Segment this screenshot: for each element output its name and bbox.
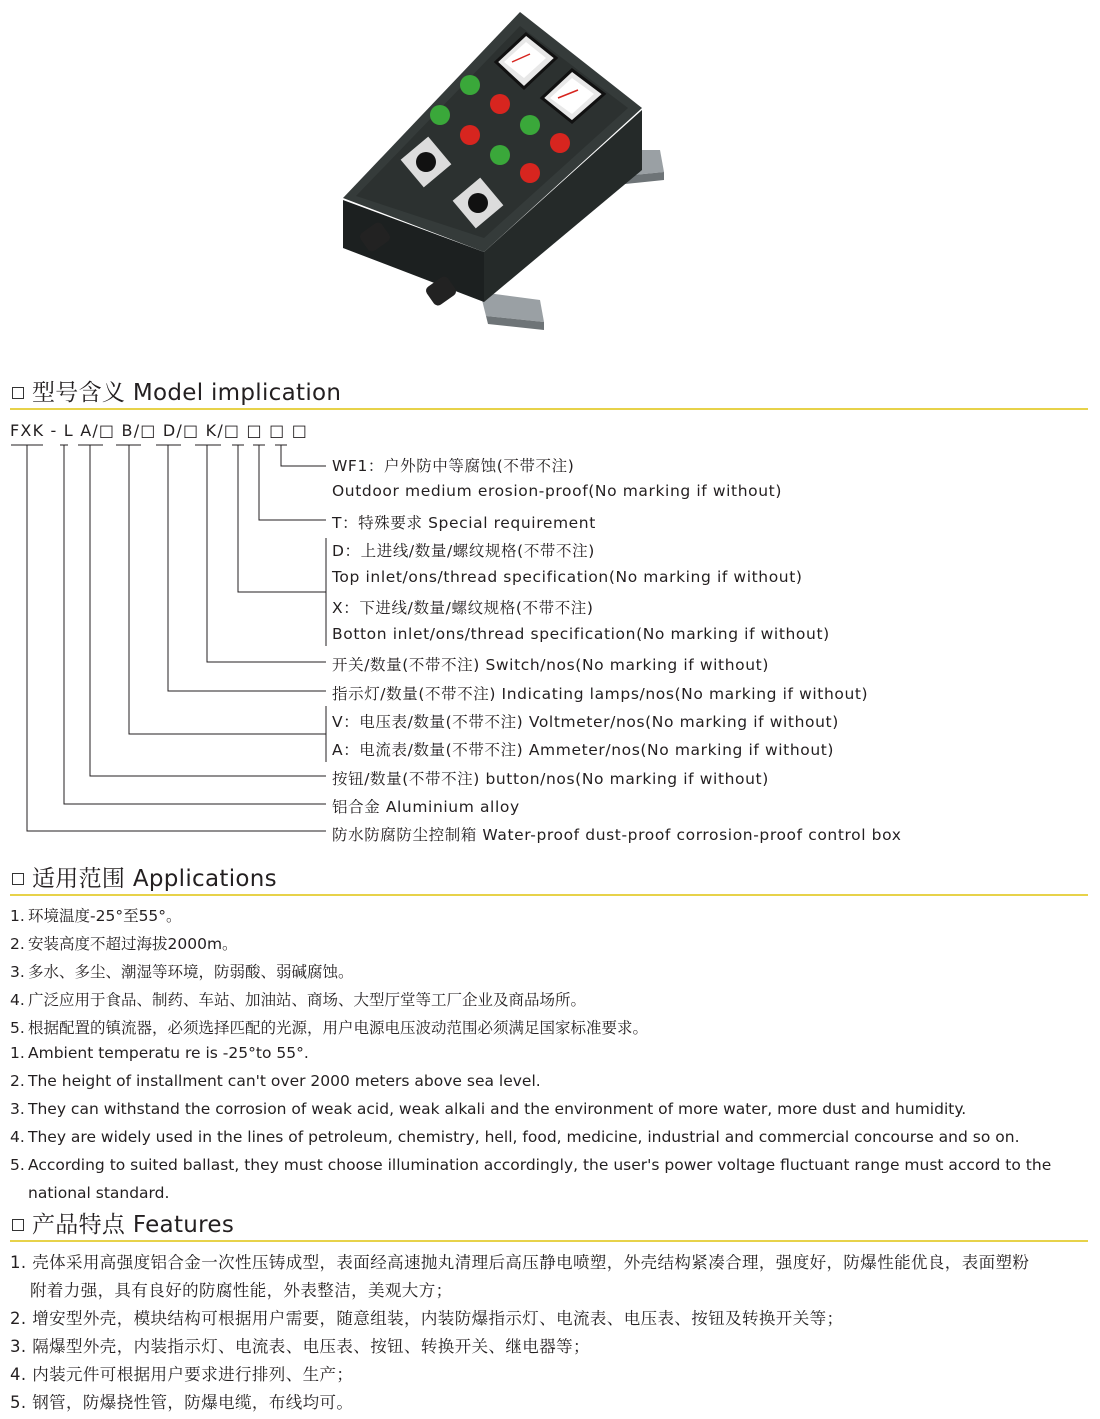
- list-number: 1.: [10, 907, 25, 925]
- list-number: 2.: [10, 1072, 25, 1090]
- section-title-cn: 产品特点: [32, 1212, 126, 1238]
- list-number: 3.: [10, 1100, 25, 1118]
- legend-item: T：特殊要求 Special requirement: [332, 514, 596, 532]
- list-item: [10, 1128, 1020, 1146]
- list-item: [10, 932, 238, 954]
- list-item-continuation: national standard.: [28, 1184, 170, 1202]
- section-title-applications: [12, 860, 277, 893]
- list-text: 广泛应用于食品、制药、车站、加油站、商场、大型厅堂等工厂企业及商品场所。: [28, 991, 587, 1009]
- list-number: 1.: [10, 1253, 27, 1272]
- legend-item: X：下进线/数量/螺纹规格(不带不注): [332, 599, 594, 617]
- list-item: [10, 1072, 541, 1090]
- section-title-en: Model implication: [132, 380, 342, 406]
- legend-item: Outdoor medium erosion-proof(No marking if without): [332, 482, 782, 500]
- list-number: 5.: [10, 1393, 27, 1412]
- list-item: [10, 960, 354, 982]
- legend-item: Botton inlet/ons/thread specification(No marking if without): [332, 625, 830, 643]
- legend-item: V：电压表/数量(不带不注) Voltmeter/nos(No marking if without): [332, 713, 839, 731]
- legend-item: A：电流表/数量(不带不注) Ammeter/nos(No marking if without): [332, 741, 835, 759]
- list-number: 5.: [10, 1019, 25, 1037]
- list-item: [10, 1044, 309, 1062]
- square-bullet-icon: [12, 1219, 24, 1231]
- list-text: 安装高度不超过海拔2000m。: [28, 935, 238, 953]
- square-bullet-icon: [12, 873, 24, 885]
- list-number: 4.: [10, 1365, 27, 1384]
- legend-item: Top inlet/ons/thread specification(No marking if without): [332, 568, 803, 586]
- legend-item: 铝合金 Aluminium alloy: [332, 798, 520, 816]
- list-text: 内装元件可根据用户要求进行排列、生产；: [32, 1365, 354, 1384]
- list-text: 环境温度-25°至55°。: [28, 907, 182, 925]
- list-item: [10, 1016, 648, 1038]
- list-number: 4.: [10, 1128, 25, 1146]
- legend-item: 开关/数量(不带不注) Switch/nos(No marking if without): [332, 656, 769, 674]
- square-bullet-icon: [12, 387, 24, 399]
- list-number: 5.: [10, 1156, 25, 1174]
- list-text: The height of installment can't over 2000 meters above sea level.: [28, 1072, 541, 1090]
- section-divider: [10, 894, 1088, 896]
- section-title-cn: 适用范围: [32, 866, 126, 892]
- legend-item: 指示灯/数量(不带不注) Indicating lamps/nos(No marking if without): [332, 685, 869, 703]
- list-item: [10, 988, 586, 1010]
- section-title-model: [12, 374, 341, 407]
- list-text: 根据配置的镇流器，必须选择匹配的光源，用户电源电压波动范围必须满足国家标准要求。: [28, 1019, 649, 1037]
- list-number: 2.: [10, 935, 25, 953]
- list-number: 2.: [10, 1309, 27, 1328]
- list-text: Ambient temperatu re is -25°to 55°.: [28, 1044, 309, 1062]
- section-divider: [10, 408, 1088, 410]
- section-title-en: Applications: [132, 866, 277, 892]
- list-text: 钢管，防爆挠性管，防爆电缆，布线均可。: [32, 1393, 354, 1412]
- feature-item: [10, 1361, 353, 1385]
- legend-item: 按钮/数量(不带不注) button/nos(No marking if without): [332, 770, 769, 788]
- section-divider: [10, 1240, 1088, 1242]
- list-number: 3.: [10, 963, 25, 981]
- section-title-cn: 型号含义: [32, 380, 126, 406]
- feature-item: [10, 1389, 353, 1413]
- feature-item: [10, 1249, 1029, 1273]
- list-item: [10, 1156, 1051, 1174]
- feature-item: [10, 1305, 843, 1329]
- list-text: 增安型外壳，模块结构可根据用户需要，随意组装，内装防爆指示灯、电流表、电压表、按钮及转换开关等；: [32, 1309, 844, 1328]
- list-text: 多水、多尘、潮湿等环境，防弱酸、弱碱腐蚀。: [28, 963, 354, 981]
- product-photo: [0, 0, 1100, 360]
- feature-item-continuation: 附着力强，具有良好的防腐性能，外表整洁，美观大方；: [30, 1281, 453, 1300]
- list-text: They can withstand the corrosion of weak acid, weak alkali and the environment of more water, more dust and humidity.: [28, 1100, 967, 1118]
- list-number: 4.: [10, 991, 25, 1009]
- list-number: 3.: [10, 1337, 27, 1356]
- legend-item: 防水防腐防尘控制箱 Water-proof dust-proof corrosion-proof control box: [332, 826, 902, 844]
- section-title-features: [12, 1206, 234, 1239]
- list-item: [10, 1100, 966, 1118]
- feature-item: [10, 1333, 590, 1357]
- legend-item: D：上进线/数量/螺纹规格(不带不注): [332, 542, 595, 560]
- model-code: FXK - L A/□ B/□ D/□ K/□ □ □ □: [10, 421, 309, 440]
- list-item: [10, 904, 182, 926]
- section-title-en: Features: [132, 1212, 235, 1238]
- list-text: 壳体采用高强度铝合金一次性压铸成型，表面经高速抛丸清理后高压静电喷塑，外壳结构紧凑合理，强度好，防爆性能优良，表面塑粉: [32, 1253, 1030, 1272]
- legend-item: WF1：户外防中等腐蚀(不带不注): [332, 457, 575, 475]
- list-text: According to suited ballast, they must choose illumination accordingly, the user's power voltage fluctuant range must accord to the: [28, 1156, 1052, 1174]
- list-number: 1.: [10, 1044, 25, 1062]
- list-text: They are widely used in the lines of petroleum, chemistry, hell, food, medicine, industrial and commercial concourse and so on.: [28, 1128, 1020, 1146]
- list-text: 隔爆型外壳，内装指示灯、电流表、电压表、按钮、转换开关、继电器等；: [32, 1337, 590, 1356]
